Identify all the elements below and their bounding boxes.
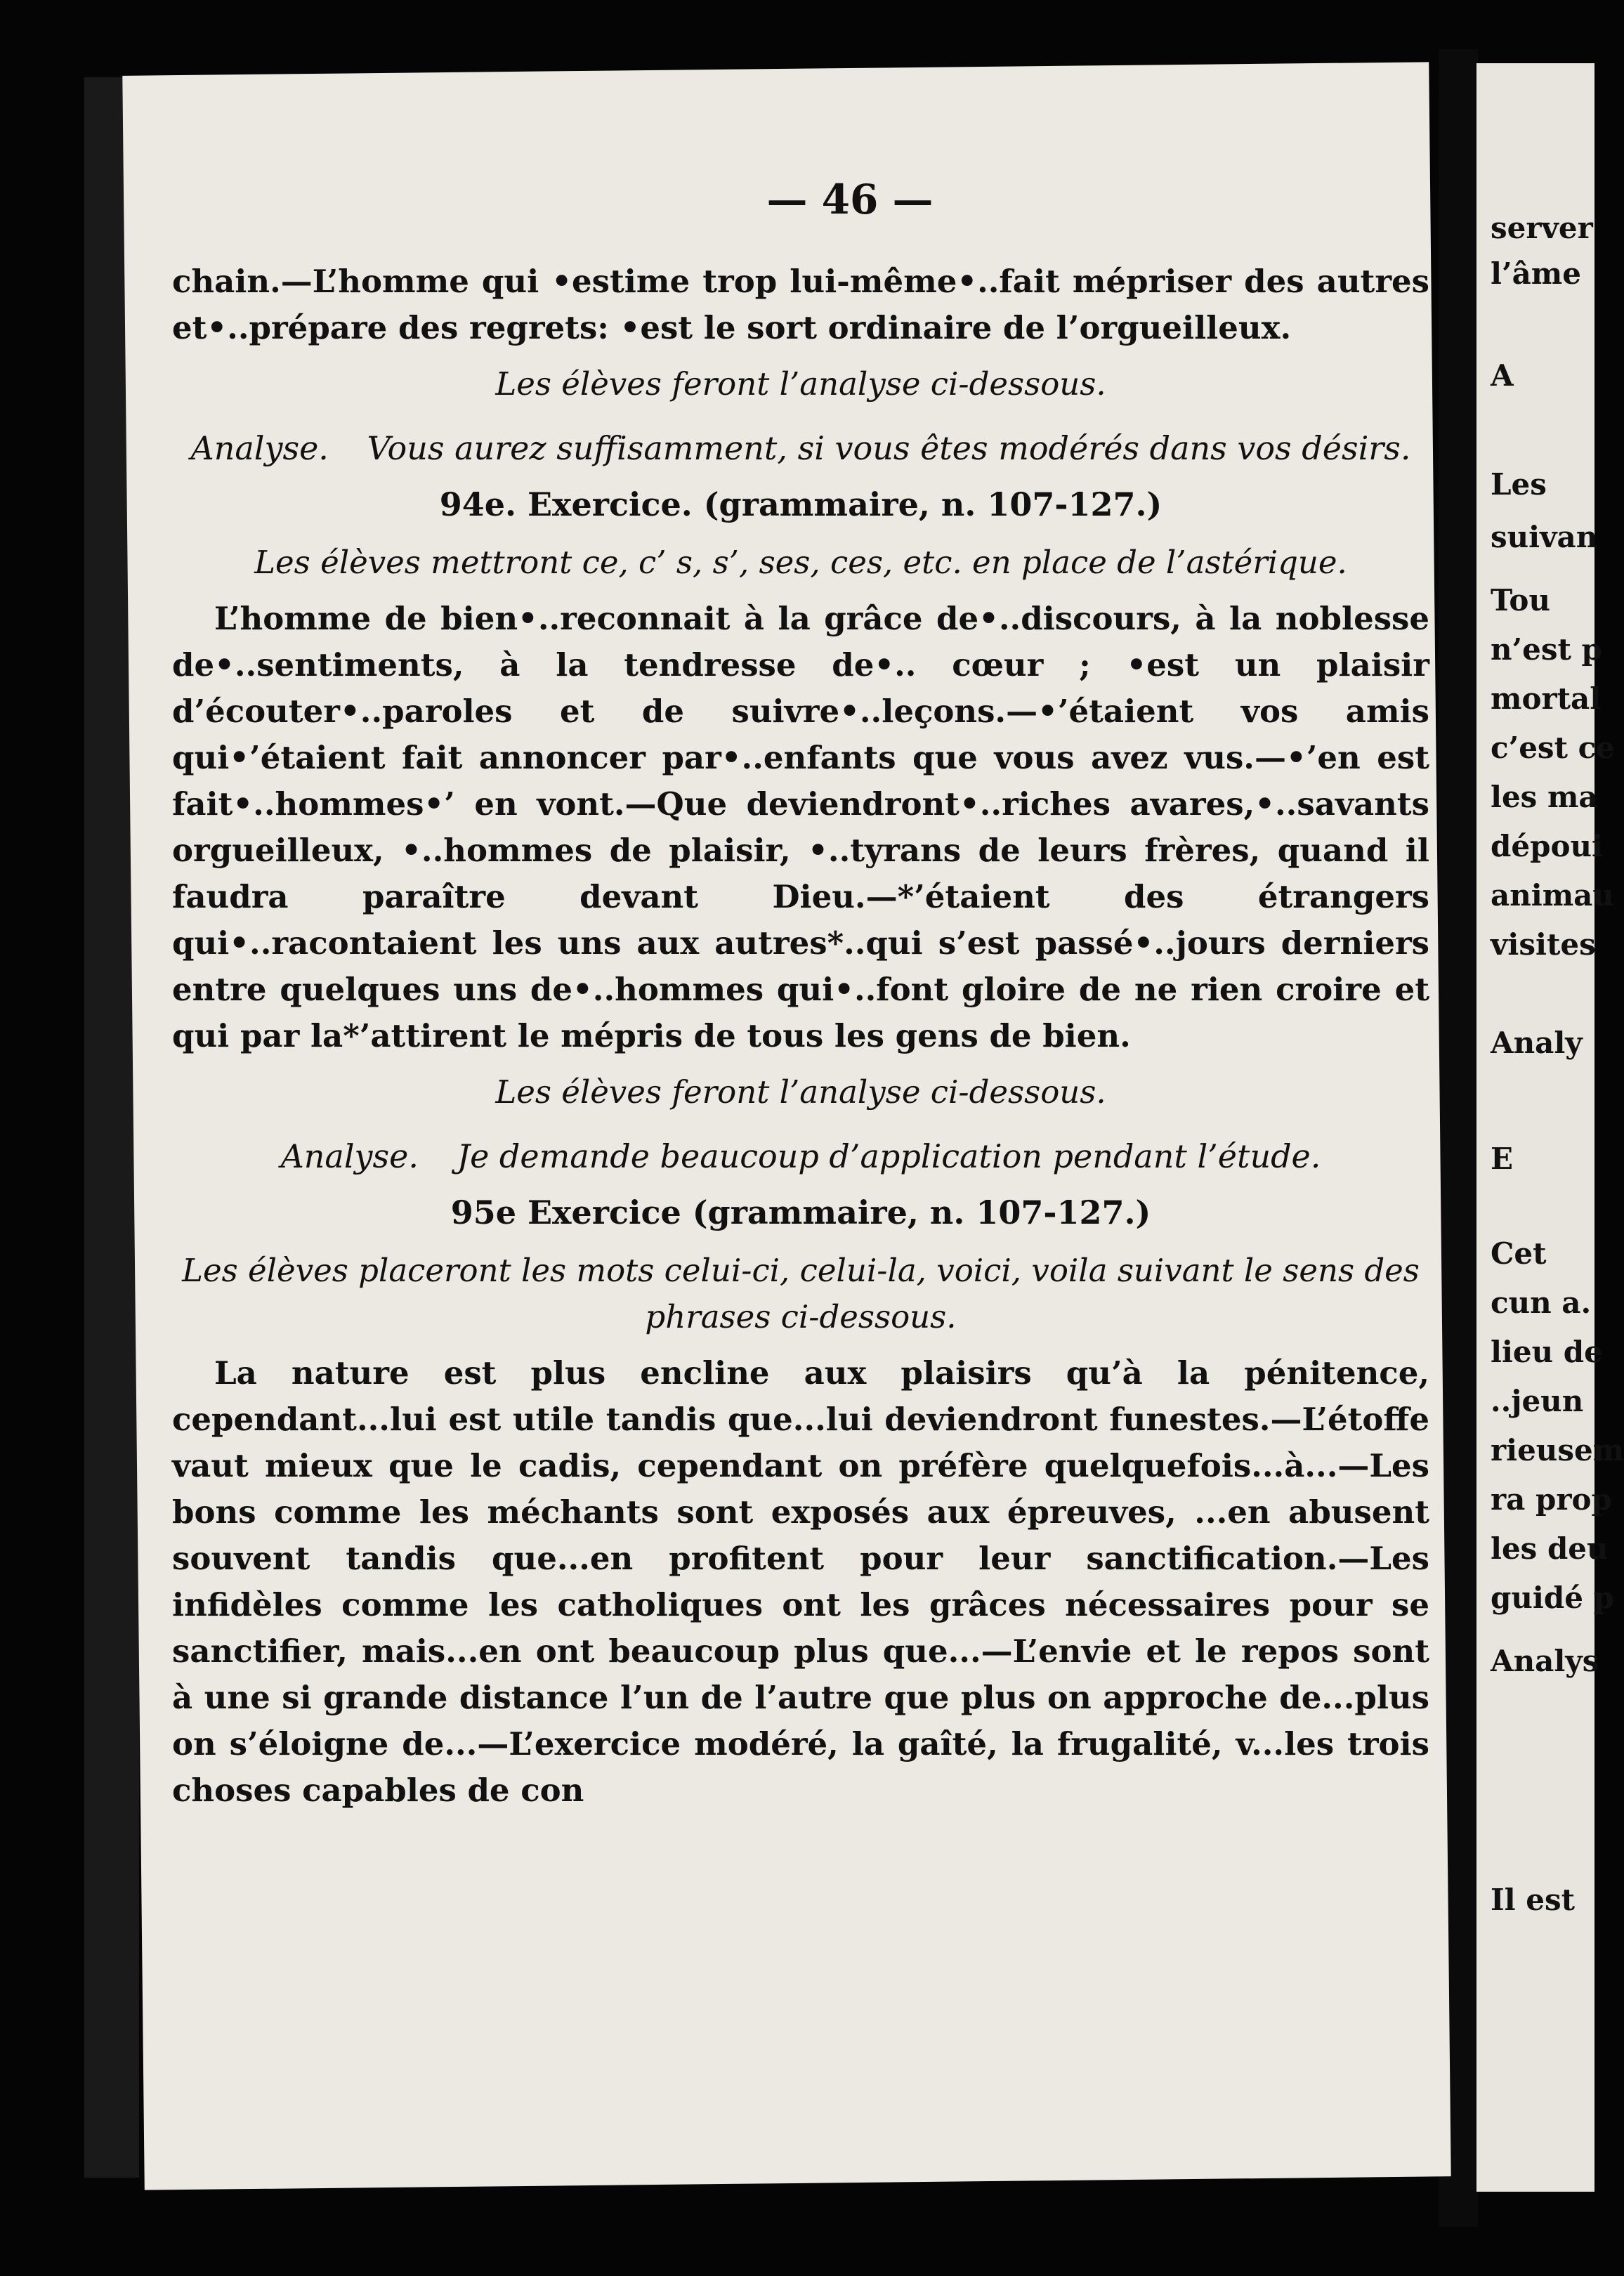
right-page-line: dépoui: [1491, 829, 1603, 863]
right-page-line: ..jeun: [1491, 1384, 1584, 1418]
right-page-line: animau: [1491, 878, 1614, 913]
right-page-line: guidé p: [1491, 1581, 1614, 1615]
analyse-2: [172, 1132, 1429, 1180]
right-page-line: Il est: [1491, 1883, 1575, 1917]
analyse-1: [172, 424, 1429, 472]
exercise-94-instruction: Les élèves mettront ce, c’ s, s’, ses, ces, etc. en place de l’astérique.: [254, 544, 1347, 581]
paragraph-intro: chain.—L’homme qui •estime trop lui-même•..fait mépriser des autres et•..prépare des regrets: •est le sort ordinaire de l’orgueilleux.: [172, 263, 1429, 346]
right-page-line: Tou: [1491, 583, 1550, 617]
right-page-line: Les: [1491, 467, 1547, 502]
analyse-1-label: Analyse.: [190, 429, 329, 467]
right-page-line: l’âme: [1491, 256, 1581, 291]
right-page-line: les ma: [1491, 780, 1598, 814]
instruction-analysis-2: Les élèves feront l’analyse ci-dessous.: [495, 1073, 1106, 1111]
right-page-line: les deu: [1491, 1531, 1609, 1566]
right-page-line: lieu de: [1491, 1335, 1603, 1369]
analyse-2-label: Analyse.: [280, 1137, 419, 1175]
instruction-analysis-1: Les élèves feront l’analyse ci-dessous.: [495, 365, 1106, 403]
right-page-line: ra prop: [1491, 1482, 1612, 1517]
right-page-line: mortal: [1491, 681, 1602, 716]
right-page-line: server: [1491, 211, 1593, 245]
right-page-line: Cet: [1491, 1236, 1547, 1271]
right-page-line: Analys: [1491, 1644, 1599, 1678]
exercise-94-heading: 94e. Exercice. (grammaire, n. 107-127.): [439, 485, 1163, 523]
analyse-2-text: Je demande beaucoup d’application pendant l’étude.: [457, 1137, 1321, 1175]
right-page-line: c’est ce: [1491, 731, 1615, 765]
right-page-fragment: [1476, 63, 1624, 2192]
right-page-line: cun a.: [1491, 1286, 1592, 1320]
right-page-line: Analy: [1491, 1026, 1583, 1060]
right-page-line: E: [1491, 1142, 1514, 1176]
page-content: [172, 176, 1429, 1814]
right-page-line: n’est p: [1491, 632, 1602, 667]
right-page-line: rieusem: [1491, 1433, 1624, 1467]
exercise-95-heading: 95e Exercice (grammaire, n. 107-127.): [450, 1193, 1151, 1231]
exercise-95-instruction: Les élèves placeront les mots celui-ci, celui-la, voici, voila suivant le sens des phrases ci-dessous.: [182, 1252, 1420, 1335]
exercise-95-text: La nature est plus encline aux plaisirs qu’à la pénitence, cependant...lui est utile tandis que...lui deviendront funestes.—L’étoffe vaut mieux que le cadis, cependant on préfère quelquefois...à...—Les bons comme les méchants sont exposés aux épreuves, ...en abusent souvent tandis que...en profitent pour leur sanctification.—Les infidèles comme les catholiques ont les grâces nécessaires pour se sanctifier, mais...en ont beaucoup plus que...—L’envie et le repos sont à une si grande distance l’un de l’autre que plus on approche de...plus on s’éloigne de...—L’exercice modéré, la gaîté, la frugalité, v...les trois choses capables de con: [172, 1354, 1429, 1809]
right-page-line: visites: [1491, 927, 1596, 962]
exercise-94-text: L’homme de bien•..reconnait à la grâce de•..discours, à la noblesse de•..sentiments, à la tendresse de•.. cœur ; •est un plaisir d’écouter•..paroles et de suivre•..leçons.—•’étaient vos amis qui•’étaient fait annoncer par•..enfants que vous avez vus.—•’en est fait•..hommes•’ en vont.—Que deviendront•..riches avares,•..savants orgueilleux, •..hommes de plaisir, •..tyrans de leurs frères, quand il faudra paraître devant Dieu.—*’étaient des étrangers qui•..racontaient les uns aux autres*..qui s’est passé•..jours derniers entre quelques uns de•..hommes qui•..font gloire de ne rien croire et qui par la*’attirent le mépris de tous les gens de bien.: [172, 600, 1429, 1054]
right-page-line: suivan: [1491, 520, 1598, 554]
page-number: — 46 —: [766, 176, 934, 223]
analyse-1-text: Vous aurez suffisamment, si vous êtes modérés dans vos désirs.: [367, 429, 1411, 467]
right-page-line: A: [1491, 358, 1514, 393]
